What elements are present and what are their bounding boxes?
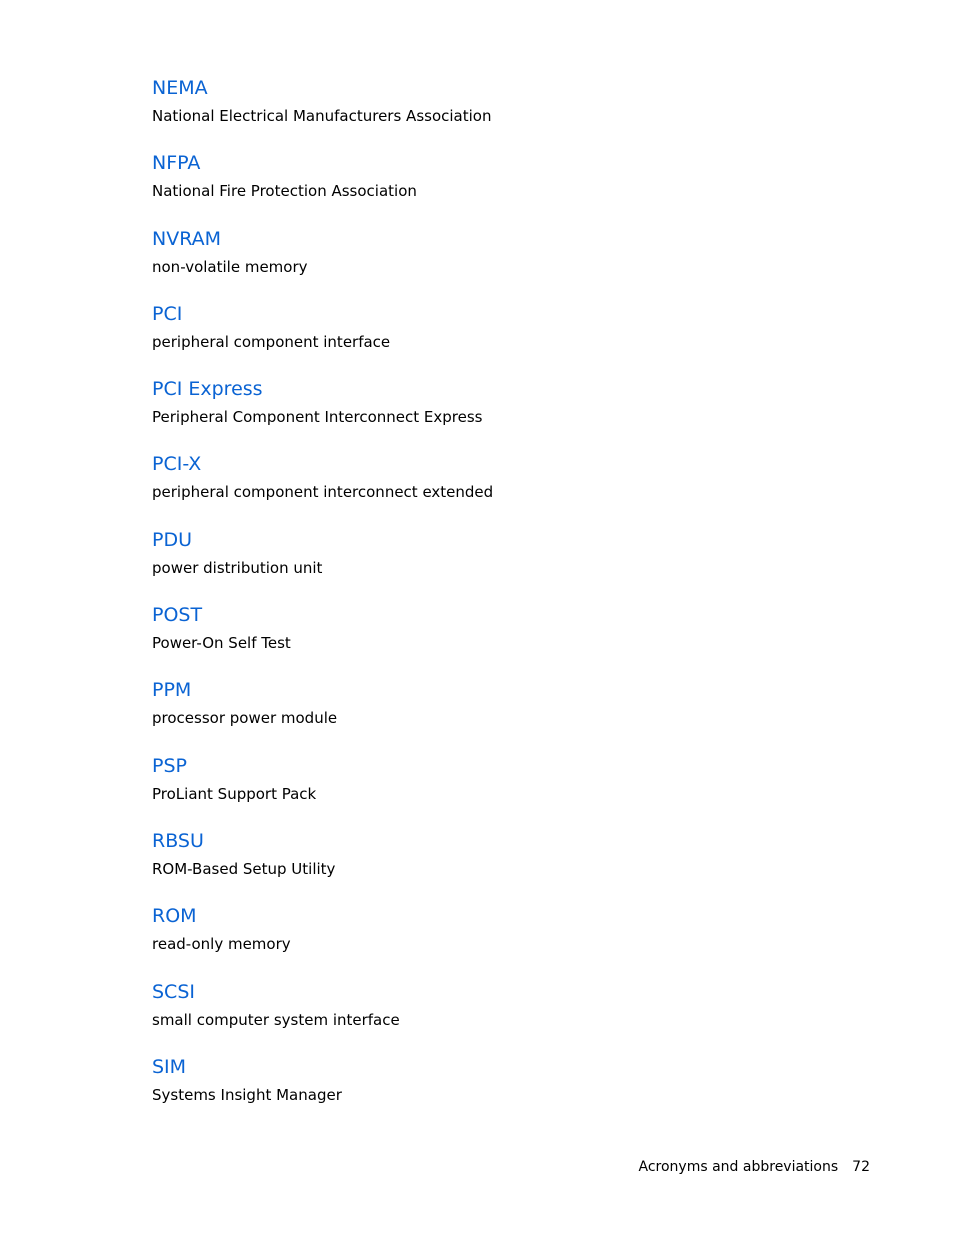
glossary-definition: power distribution unit	[152, 558, 323, 577]
glossary-definition: ProLiant Support Pack	[152, 784, 317, 803]
glossary-term-link[interactable]: NEMA	[152, 77, 208, 99]
glossary-term-link[interactable]: PSP	[152, 754, 187, 777]
glossary-entry	[152, 979, 852, 1054]
glossary-entry	[152, 1054, 852, 1129]
glossary-entry	[152, 677, 852, 752]
glossary-definition: Peripheral Component Interconnect Express	[152, 408, 483, 427]
footer-section-title: Acronyms and abbreviations	[638, 1159, 839, 1175]
glossary-entry	[152, 602, 852, 677]
glossary-entry	[152, 150, 852, 225]
glossary-definition: Power-On Self Test	[152, 634, 291, 653]
glossary-term-link[interactable]: SIM	[152, 1055, 187, 1078]
glossary-definition: peripheral component interface	[152, 332, 391, 351]
glossary-definition: peripheral component interconnect extended	[152, 483, 494, 502]
glossary-term-link[interactable]: ROM	[152, 905, 197, 928]
glossary-list	[152, 75, 852, 1129]
glossary-term-link[interactable]: POST	[152, 604, 203, 627]
glossary-entry	[152, 527, 852, 602]
glossary-term-link[interactable]: PDU	[152, 528, 192, 551]
page-footer	[639, 1157, 870, 1177]
glossary-term-link[interactable]: RBSU	[152, 829, 204, 852]
glossary-term-link[interactable]: PCI	[152, 302, 183, 325]
glossary-term-link[interactable]: PCI Express	[152, 378, 263, 401]
glossary-definition: National Fire Protection Association	[152, 182, 417, 201]
glossary-term-link[interactable]: PPM	[152, 679, 192, 702]
footer-page-number: 72	[852, 1159, 870, 1175]
glossary-term-link[interactable]: PCI-X	[152, 453, 202, 476]
glossary-definition: non-volatile memory	[152, 257, 308, 276]
glossary-entry	[152, 301, 852, 376]
glossary-definition: ROM-Based Setup Utility	[152, 859, 336, 878]
glossary-definition: processor power module	[152, 709, 338, 728]
glossary-entry	[152, 903, 852, 978]
glossary-definition: read-only memory	[152, 935, 291, 954]
glossary-entry	[152, 451, 852, 526]
glossary-entry	[152, 226, 852, 301]
glossary-term-link[interactable]: NFPA	[152, 152, 201, 175]
glossary-definition: National Electrical Manufacturers Association	[152, 107, 492, 125]
glossary-entry	[152, 376, 852, 451]
glossary-term-link[interactable]: SCSI	[152, 980, 195, 1003]
glossary-entry	[152, 828, 852, 903]
glossary-definition: Systems Insight Manager	[152, 1085, 342, 1104]
glossary-entry	[152, 75, 852, 150]
glossary-entry	[152, 753, 852, 828]
glossary-definition: small computer system interface	[152, 1010, 400, 1029]
glossary-term-link[interactable]: NVRAM	[152, 227, 222, 250]
